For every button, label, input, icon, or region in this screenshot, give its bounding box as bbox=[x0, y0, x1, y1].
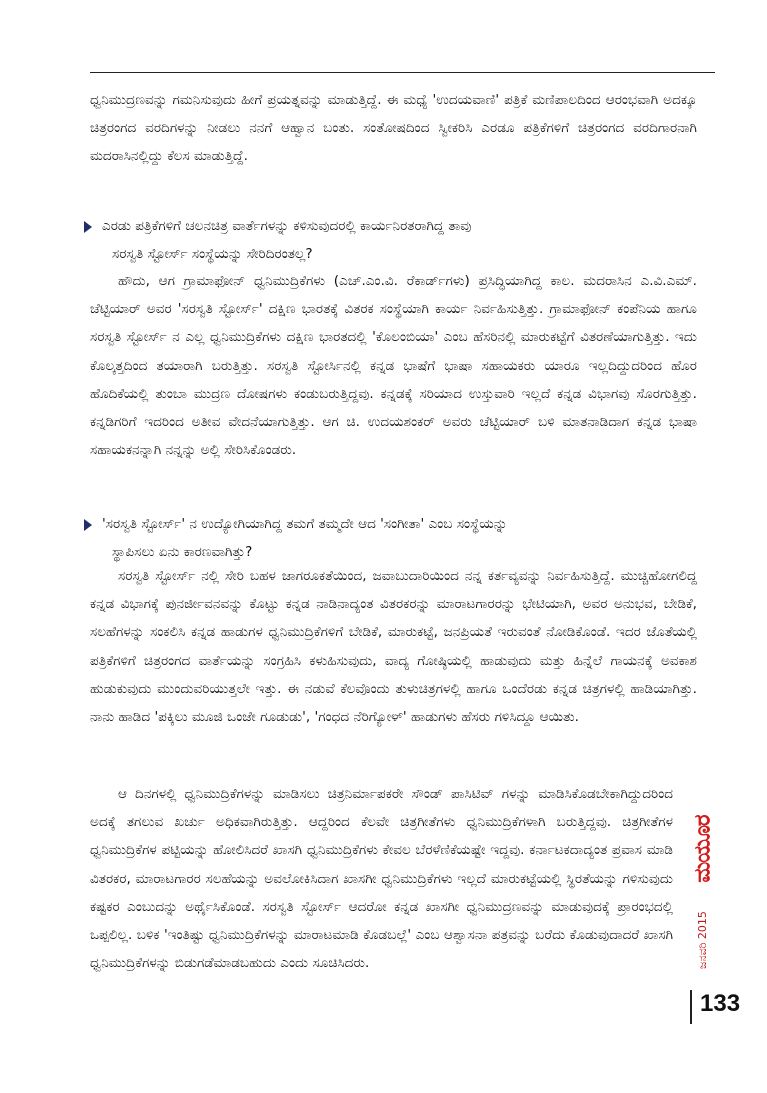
last-paragraph-column bbox=[90, 780, 673, 977]
page-number: 133 bbox=[700, 990, 741, 1017]
page-number-rule bbox=[690, 990, 692, 1024]
question-arrow-icon bbox=[84, 519, 92, 531]
answer-1-column bbox=[90, 267, 697, 464]
question-block bbox=[84, 212, 691, 268]
magazine-logo bbox=[692, 810, 714, 888]
issue-date bbox=[696, 895, 710, 985]
question-line-1: ಎರಡು ಪತ್ರಿಕೆಗಳಿಗೆ ಚಲನಚಿತ್ರ ವಾರ್ತೆಗಳನ್ನು ಕಳಿಸುವುದರಲ್ಲಿ ಕಾರ್ಯನಿರತರಾಗಿದ್ದ ತಾವು bbox=[102, 218, 472, 234]
logo-text: ಮಯೂರ bbox=[690, 815, 716, 883]
answer-2: ಸರಸ್ವತಿ ಸ್ಟೋರ್ಸ್ ನಲ್ಲಿ ಸೇರಿ ಬಹಳ ಜಾಗರೂಕತೆಯಿಂದ, ಜವಾಬುದಾರಿಯಿಂದ ನನ್ನ ಕರ್ತವ್ಯವನ್ನು ನಿರ್ವಹಿಸುತ್ತಿದ್ದೆ. ಮುಚ್ಚಿಹೋಗಲಿದ್ದ ಕನ್ನಡ ವಿಭಾಗಕ್ಕೆ ಪುನರ್ಜೀವನವನ್ನು ಕೊಟ್ಟು ಕನ್ನಡ ನಾಡಿನಾದ್ಯಂತ ವಿತರಕರನ್ನು ಮಾರಾಟಗಾರರನ್ನು ಭೇಟಿಯಾಗಿ, ಅವರ ಅನುಭವ, ಬೇಡಿಕೆ, ಸಲಹೆಗಳನ್ನು ಸಂಕಲಿಸಿ ಕನ್ನಡ ಹಾಡುಗಳ ಧ್ವನಿಮುದ್ರಿಕೆಗಳಿಗೆ ಬೇಡಿಕೆ, ಮಾರುಕಟ್ಟೆ, ಜನಪ್ರಿಯತೆ ಇರುವಂತೆ ನೋಡಿಕೊಂಡೆ. ಇದರ ಜೊತೆಯಲ್ಲಿ ಪತ್ರಿಕೆಗಳಿಗೆ ಚಿತ್ರರಂಗದ ವಾರ್ತೆಯನ್ನು ಸಂಗ್ರಹಿಸಿ ಕಳುಹಿಸುವುದು, ವಾದ್ಯ ಗೋಷ್ಠಿಯಲ್ಲಿ ಹಾಡುವುದು ಮತ್ತು ಹಿನ್ನೆಲೆ ಗಾಯನಕ್ಕೆ ಅವಕಾಶ ಹುಡುಕುವುದು ಮುಂದುವರಿಯುತ್ತಲೇ ಇತ್ತು. ಈ ನಡುವೆ ಕೆಲವೊಂದು ತುಳುಚಿತ್ರಗಳಲ್ಲಿ ಹಾಗೂ ಒಂದೆರಡು ಕನ್ನಡ ಚಿತ್ರಗಳಲ್ಲಿ ಹಾಡಿಯಾಗಿತ್ತು. ನಾನು ಹಾಡಿದ 'ಪಕ್ಕಿಲು ಮೂಜಿ ಒಂಜೇ ಗೂಡುಡು', 'ಗಂಧದ ನೆರಿಗ್ಯೋಳ್' ಹಾಡುಗಳು ಹೆಸರು ಗಳಿಸಿದ್ದೂ ಆಯಿತು. bbox=[90, 568, 697, 726]
question-block bbox=[84, 510, 691, 566]
issue-date-text: ಜನವರಿ 2015 bbox=[696, 911, 709, 969]
answer-1: ಹೌದು, ಆಗ ಗ್ರಾಮಾಫೋನ್ ಧ್ವನಿಮುದ್ರಿಕೆಗಳು (ಎಚ್.ಎಂ.ವಿ. ರೆಕಾರ್ಡ್‌ಗಳು) ಪ್ರಸಿದ್ಧಿಯಾಗಿದ್ದ ಕಾಲ. ಮದರಾಸಿನ ಎ.ವಿ.ಎಮ್. ಚೆಟ್ಟಿಯಾರ್ ಅವರ 'ಸರಸ್ವತಿ ಸ್ಟೋರ್ಸ್' ದಕ್ಷಿಣ ಭಾರತಕ್ಕೆ ವಿತರಕ ಸಂಸ್ಥೆಯಾಗಿ ಕಾರ್ಯ ನಿರ್ವಹಿಸುತ್ತಿತ್ತು. ಗ್ರಾಮಾಫೋನ್ ಕಂಪೆನಿಯ ಹಾಗೂ ಸರಸ್ವತಿ ಸ್ಟೋರ್ಸ್ ನ ಎಲ್ಲ ಧ್ವನಿಮುದ್ರಿಕೆಗಳು ದಕ್ಷಿಣ ಭಾರತದಲ್ಲಿ 'ಕೊಲಂಬಿಯಾ' ಎಂಬ ಹೆಸರಿನಲ್ಲಿ ಮಾರುಕಟ್ಟೆಗೆ ವಿತರಣೆಯಾಗುತ್ತಿತ್ತು. ಇದು ಕೊಲ್ಕತ್ತದಿಂದ ತಯಾರಾಗಿ ಬರುತ್ತಿತ್ತು. ಸರಸ್ವತಿ ಸ್ಟೋರ್ಸಿನಲ್ಲಿ ಕನ್ನಡ ಭಾಷೆಗೆ ಭಾಷಾ ಸಹಾಯಕರು ಯಾರೂ ಇಲ್ಲದಿದ್ದುದರಿಂದ ಹೊರ ಹೊದಿಕೆಯಲ್ಲಿ ತುಂಬಾ ಮುದ್ರಣ ದೋಷಗಳು ಕಂಡುಬರುತ್ತಿದ್ದವು. ಕನ್ನಡಕ್ಕೆ ಸರಿಯಾದ ಉಸ್ತುವಾರಿ ಇಲ್ಲದೆ ಕನ್ನಡ ವಿಭಾಗವು ಸೊರಗುತ್ತಿತ್ತು. ಕನ್ನಡಿಗರಿಗೆ ಇದರಿಂದ ಅತೀವ ವೇದನೆಯಾಗುತ್ತಿತ್ತು. ಆಗ ಚಿ. ಉದಯಶಂಕರ್ ಅವರು ಚೆಟ್ಟಿಯಾರ್ ಬಳಿ ಮಾತನಾಡಿದಾಗ ಕನ್ನಡ ಭಾಷಾ ಸಹಾಯಕನನ್ನಾಗಿ ನನ್ನನ್ನು ಅಲ್ಲಿ ಸೇರಿಸಿಕೊಂಡರು. bbox=[90, 273, 697, 459]
question-line-2: ಸ್ಥಾಪಿಸಲು ಏನು ಕಾರಣವಾಗಿತ್ತು? bbox=[112, 544, 253, 561]
question-1 bbox=[84, 212, 691, 268]
question-arrow-icon bbox=[84, 221, 92, 233]
answer-2-column bbox=[90, 562, 697, 731]
article-column bbox=[90, 86, 697, 171]
paragraph-last: ಆ ದಿನಗಳಲ್ಲಿ ಧ್ವನಿಮುದ್ರಿಕೆಗಳನ್ನು ಮಾಡಿಸಲು ಚಿತ್ರನಿರ್ಮಾಪಕರೇ ಸೌಂಡ್ ಪಾಸಿಟಿವ್ ಗಳನ್ನು ಮಾಡಿಸಿಕೊಡಬೇಕಾಗಿದ್ದುದರಿಂದ ಅದಕ್ಕೆ ತಗಲುವ ಖರ್ಚು ಅಧಿಕವಾಗಿರುತ್ತಿತ್ತು. ಆದ್ದರಿಂದ ಕೆಲವೇ ಚಿತ್ರಗೀತೆಗಳು ಧ್ವನಿಮುದ್ರಿಕೆಗಳಾಗಿ ಬರುತ್ತಿದ್ದವು. ಚಿತ್ರಗೀತೆಗಳ ಧ್ವನಿಮುದ್ರಿಕೆಗಳ ಪಟ್ಟಿಯನ್ನು ಹೋಲಿಸಿದರೆ ಖಾಸಗಿ ಧ್ವನಿಮುದ್ರಿಕೆಗಳು ಕೇವಲ ಬೆರಳೆಣಿಕೆಯಷ್ಟೇ ಇದ್ದವು. ಕರ್ನಾಟಕದಾದ್ಯಂತ ಪ್ರವಾಸ ಮಾಡಿ ವಿತರಕರ, ಮಾರಾಟಗಾರರ ಸಲಹೆಯನ್ನು ಅವಲೋಕಿಸಿದಾಗ ಖಾಸಗೀ ಧ್ವನಿಮುದ್ರಿಕೆಗಳು ಇಲ್ಲದೆ ಮಾರುಕಟ್ಟೆಯಲ್ಲಿ ಸ್ಥಿರತೆಯನ್ನು ಗಳಿಸುವುದು ಕಷ್ಟಕರ ಎಂಬುದನ್ನು ಅರ್ಥೈಸಿಕೊಂಡೆ. ಸರಸ್ವತಿ ಸ್ಟೋರ್ಸ್ ಆದರೋ ಕನ್ನಡ ಖಾಸಗೀ ಧ್ವನಿಮುದ್ರಣವನ್ನು ಮಾಡುವುದಕ್ಕೆ ಪ್ರಾರಂಭದಲ್ಲಿ ಒಪ್ಪಲಿಲ್ಲ. ಬಳಿಕ 'ಇಂತಿಷ್ಟು ಧ್ವನಿಮುದ್ರಿಕೆಗಳನ್ನು ಮಾರಾಟಮಾಡಿ ಕೊಡಬಲ್ಲೆ' ಎಂಬ ಆಶ್ವಾಸನಾ ಪತ್ರವನ್ನು ಬರೆದು ಕೊಡುವುದಾದರೆ ಖಾಸಗಿ ಧ್ವನಿಮುದ್ರಿಕೆಗಳನ್ನು ಬಿಡುಗಡೆಮಾಡಬಹುದು ಎಂದು ಸೂಚಿಸಿದರು. bbox=[90, 786, 673, 972]
paragraph-intro: ಧ್ವನಿಮುದ್ರಣವನ್ನು ಗಮನಿಸುವುದು ಹೀಗೆ ಪ್ರಯತ್ನವನ್ನು ಮಾಡುತ್ತಿದ್ದೆ. ಈ ಮಧ್ಯೆ 'ಉದಯವಾಣಿ' ಪತ್ರಿಕೆ ಮಣಿಪಾಲದಿಂದ ಆರಂಭವಾಗಿ ಅದಕ್ಕೂ ಚಿತ್ರರಂಗದ ವರದಿಗಳನ್ನು ನೀಡಲು ನನಗೆ ಆಹ್ವಾನ ಬಂತು. ಸಂತೋಷದಿಂದ ಸ್ವೀಕರಿಸಿ ಎರಡೂ ಪತ್ರಿಕೆಗಳಿಗೆ ಚಿತ್ರರಂಗದ ವರದಿಗಾರನಾಗಿ ಮದರಾಸಿನಲ್ಲಿದ್ದು ಕೆಲಸ ಮಾಡುತ್ತಿದ್ದೆ. bbox=[90, 92, 697, 165]
question-line-1: 'ಸರಸ್ವತಿ ಸ್ಟೋರ್ಸ್' ನ ಉದ್ಯೋಗಿಯಾಗಿದ್ದ ತಮಗೆ ತಮ್ಮದೇ ಆದ 'ಸಂಗೀತಾ' ಎಂಬ ಸಂಸ್ಥೆಯನ್ನು bbox=[102, 516, 508, 532]
question-line-2: ಸರಸ್ವತಿ ಸ್ಟೋರ್ಸ್ ಸಂಸ್ಥೆಯನ್ನು ಸೇರಿದಿರಂತಲ್ಲ? bbox=[112, 246, 313, 263]
question-2 bbox=[84, 510, 691, 566]
top-rule bbox=[90, 72, 715, 73]
